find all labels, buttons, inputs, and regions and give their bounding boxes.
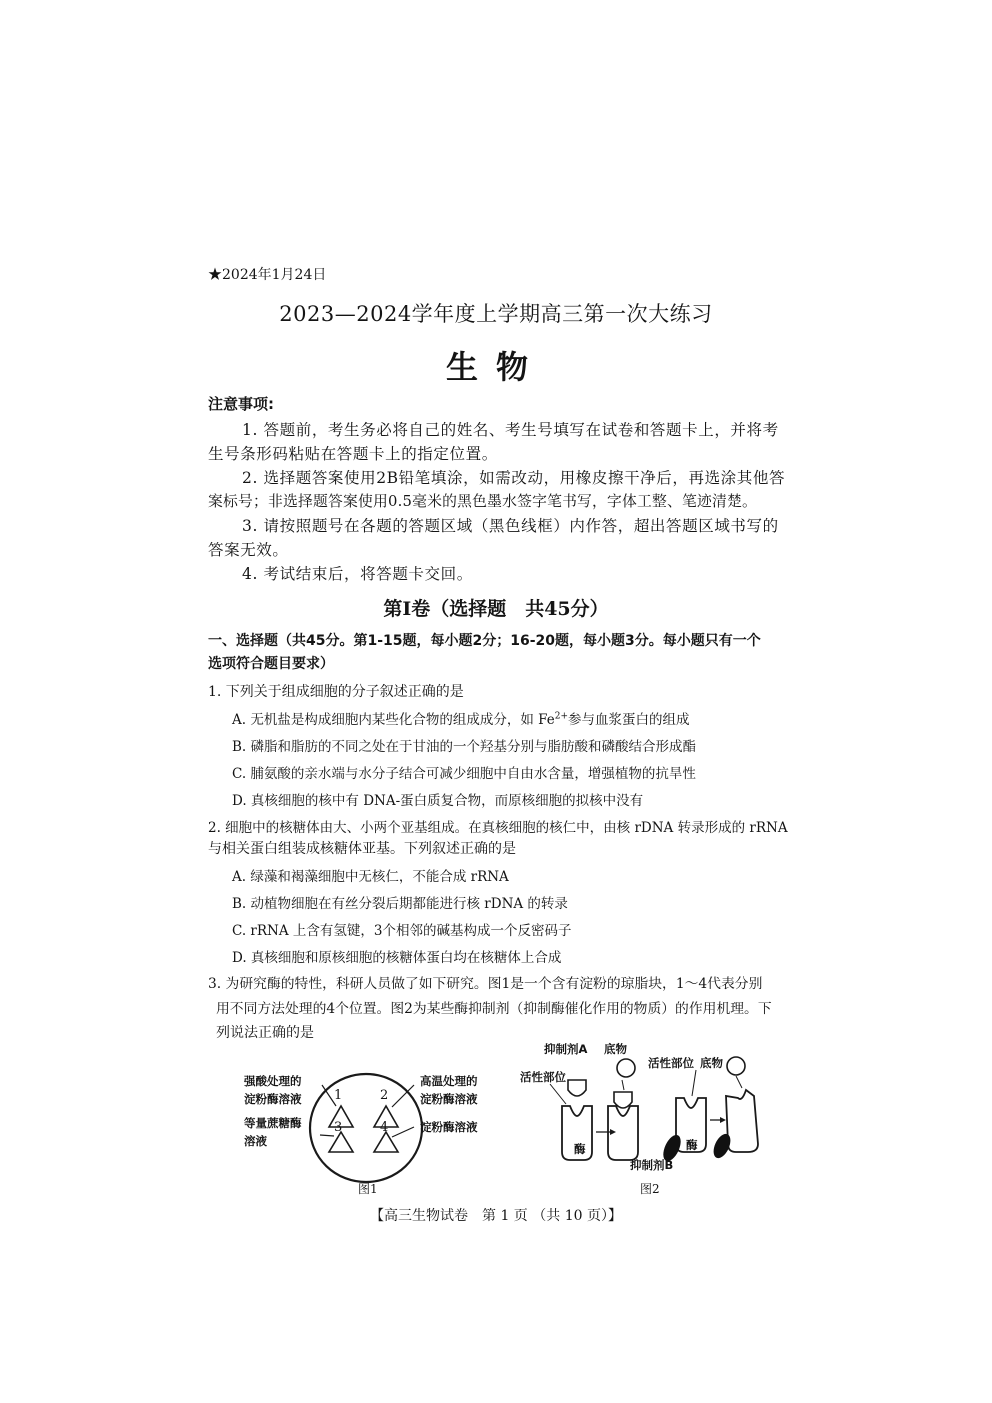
question-1-option-c: C. 脯氨酸的亲水端与水分子结合可减少细胞中自由水含量，增强植物的抗旱性 (232, 766, 696, 782)
page-footer: 【高三生物试卷 第 1 页 （共 10 页）】 (370, 1208, 622, 1224)
question-2-stem: 2. 细胞中的核糖体由大、小两个亚基组成。在真核细胞的核仁中，由核 rDNA 转录形成的 rRNA (208, 820, 788, 836)
notice-line: 案标号；非选择题答案使用0.5毫米的黑色墨水签字笔书写，字体工整、笔迹清楚。 (208, 493, 758, 510)
figure-1-label-sucrase (244, 1114, 302, 1150)
enzyme-label-right: 酶 (686, 1138, 698, 1152)
label-line: 强酸处理的 (244, 1074, 302, 1088)
question-3-stem: 3. 为研究酶的特性，科研人员做了如下研究。图1是一个含有淀粉的琼脂块，1～4代表分别 (208, 976, 763, 992)
notice-line: 3. 请按照题号在各题的答题区域（黑色线框）内作答，超出答题区域书写的 (242, 517, 779, 535)
notice-line: 答案无效。 (208, 541, 289, 559)
subject-title: 生物 (445, 348, 546, 386)
position-4-number: 4 (380, 1120, 389, 1135)
question-1-option-b: B. 磷脂和脂肪的不同之处在于甘油的一个羟基分别与脂肪酸和磷酸结合形成酯 (232, 739, 697, 755)
notice-line: 4. 考试结束后，将答题卡交回。 (242, 565, 473, 583)
question-3-stem: 列说法正确的是 (216, 1025, 314, 1041)
active-site-label-left: 活性部位 (520, 1070, 566, 1084)
label-line: 溶液 (244, 1134, 267, 1148)
section-description: 选项符合题目要求） (208, 656, 334, 672)
figure-1-label-acid (244, 1072, 302, 1108)
label-line: 等量蔗糖酶 (244, 1116, 302, 1130)
figure-1-label-amylase: 淀粉酶溶液 (420, 1120, 478, 1134)
position-3-number: 3 (334, 1120, 343, 1135)
label-line: 淀粉酶溶液 (244, 1092, 302, 1106)
question-1-option-d: D. 真核细胞的核中有 DNA-蛋白质复合物，而原核细胞的拟核中没有 (232, 793, 644, 809)
question-2-option-d: D. 真核细胞和原核细胞的核糖体蛋白均在核糖体上合成 (232, 950, 562, 966)
position-1-number: 1 (334, 1088, 343, 1103)
section-description: 一、选择题（共45分。第1-15题，每小题2分；16-20题，每小题3分。每小题只有一个 (208, 633, 761, 649)
notice-heading: 注意事项: (208, 395, 274, 413)
question-2-option-a: A. 绿藻和褐藻细胞中无核仁，不能合成 rRNA (232, 869, 509, 885)
figure-1-caption: 图1 (358, 1182, 378, 1196)
question-2-option-b: B. 动植物细胞在有丝分裂后期都能进行核 rDNA 的转录 (232, 896, 568, 912)
question-1-option-a (232, 708, 690, 728)
substrate-label-right: 底物 (700, 1056, 723, 1070)
question-2-stem: 与相关蛋白组装成核糖体亚基。下列叙述正确的是 (208, 841, 516, 857)
position-2-number: 2 (380, 1088, 389, 1103)
question-3-stem: 用不同方法处理的4个位置。图2为某些酶抑制剂（抑制酶催化作用的物质）的作用机理。下 (216, 1001, 772, 1017)
exam-date: ★2024年1月24日 (208, 267, 327, 283)
inhibitor-b-label: 抑制剂B (630, 1158, 674, 1172)
active-site-label-right: 活性部位 (648, 1056, 694, 1070)
option-text: 参与血浆蛋白的组成 (568, 712, 690, 728)
label-line: 高温处理的 (420, 1074, 478, 1088)
question-2-option-c: C. rRNA 上含有氢键，3个相邻的碱基构成一个反密码子 (232, 923, 572, 939)
notice-line: 1. 答题前，考生务必将自己的姓名、考生号填写在试卷和答题卡上，并将考 (242, 421, 779, 439)
exam-title: 2023—2024学年度上学期高三第一次大练习 (279, 302, 713, 326)
inhibitor-a-label: 抑制剂A (544, 1042, 588, 1056)
superscript: 2+ (554, 711, 569, 722)
substrate-label-left: 底物 (604, 1042, 627, 1056)
notice-line: 2. 选择题答案使用2B铅笔填涂，如需改动，用橡皮擦干净后，再选涂其他答 (242, 469, 786, 487)
enzyme-label-left: 酶 (574, 1142, 586, 1156)
option-text: A. 无机盐是构成细胞内某些化合物的组成成分，如 Fe (232, 712, 555, 728)
figure-2-caption: 图2 (640, 1182, 660, 1196)
label-line: 淀粉酶溶液 (420, 1092, 478, 1106)
section-title: 第Ⅰ卷（选择题 共45分） (383, 598, 609, 620)
question-1-stem: 1. 下列关于组成细胞的分子叙述正确的是 (208, 684, 464, 700)
notice-line: 生号条形码粘贴在答题卡上的指定位置。 (208, 445, 498, 463)
figure-1-label-heat (420, 1072, 478, 1108)
